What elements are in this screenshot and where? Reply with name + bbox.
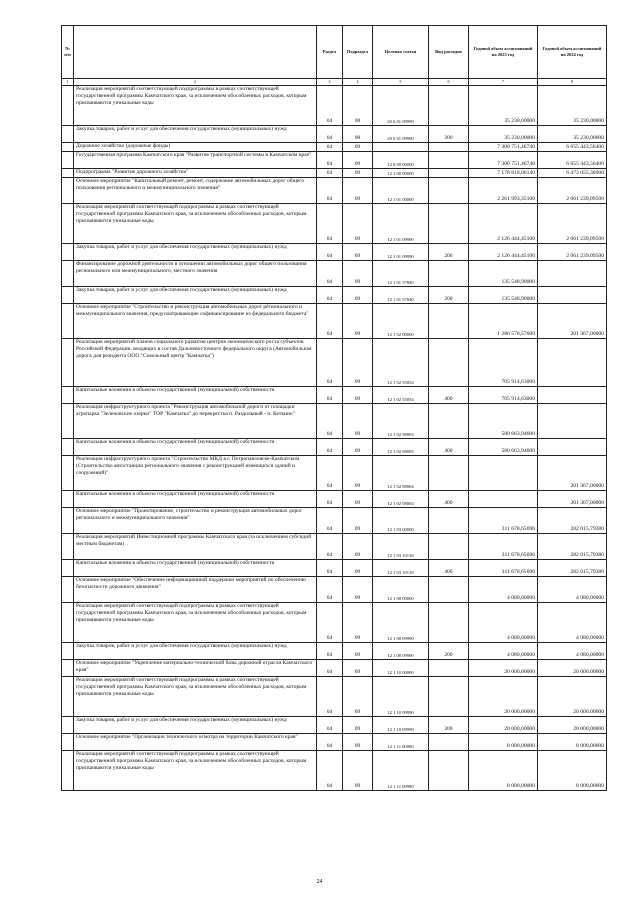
row-volume-2023-cell: 35 230,00000	[469, 86, 538, 126]
row-target-article-cell	[373, 143, 429, 152]
row-volume-2024-cell: 282 015,79380	[538, 560, 607, 577]
row-subsection-cell: 09	[343, 339, 373, 387]
row-section-cell: 04	[317, 508, 343, 534]
row-target-article-cell: 12 1 02 55054	[373, 339, 429, 387]
header-expense-type: Вид расходов	[429, 26, 469, 79]
table-row	[62, 387, 607, 404]
table-row	[62, 491, 607, 508]
row-number-cell	[62, 169, 74, 178]
row-section-cell: 04	[317, 169, 343, 178]
row-section-cell: 04	[317, 439, 343, 456]
table-row	[62, 439, 607, 456]
row-target-article-cell: 12 1 08 09990	[373, 643, 429, 660]
row-name-cell: Реализация мероприятий соответствующей подпрограммы в рамках соответствующей государственной программы Камчатского края, за исключением обособленных расходов, которым присваиваются уникальные коды	[74, 751, 317, 791]
header-target-article: Целевая статья	[373, 26, 429, 79]
table-row	[62, 126, 607, 143]
row-section-cell: 04	[317, 387, 343, 404]
table-row	[62, 734, 607, 751]
row-volume-2023-cell: 4 080,00000	[469, 603, 538, 643]
row-expense-type-cell: 400	[429, 560, 469, 577]
row-section-cell: 04	[317, 751, 343, 791]
row-name-cell: Дорожное хозяйство (дорожные фонды)	[74, 143, 317, 152]
row-number-cell	[62, 491, 74, 508]
row-number-cell	[62, 456, 74, 491]
row-volume-2024-cell: 201 367,00000	[538, 491, 607, 508]
row-expense-type-cell	[429, 339, 469, 387]
header-subsection: Подраздел	[343, 26, 373, 79]
row-number-cell	[62, 143, 74, 152]
row-volume-2023-cell: 7 300 751,46740	[469, 152, 538, 169]
row-name-cell: Основное мероприятие "Капитальный ремонт, ремонт, содержание автомобильных дорог общего пользования регионального и межмуниципального значения"	[74, 178, 317, 204]
row-expense-type-cell	[429, 204, 469, 244]
table-row	[62, 560, 607, 577]
header-volume-2023: Годовой объем ассигнований на 2023 год	[469, 26, 538, 79]
row-volume-2024-cell: 2 061 239,09500	[538, 204, 607, 244]
row-subsection-cell: 08	[343, 86, 373, 126]
row-volume-2023-cell	[469, 491, 538, 508]
row-number-cell	[62, 677, 74, 717]
row-volume-2023-cell: 7 178 818,06140	[469, 169, 538, 178]
row-name-cell: Реализация мероприятий Инвестиционной программы Камчатского края (за исключением субсидий местным бюджетам)	[74, 534, 317, 560]
row-volume-2024-cell: 282 015,79380	[538, 508, 607, 534]
row-section-cell: 04	[317, 152, 343, 169]
row-number-cell	[62, 439, 74, 456]
row-expense-type-cell	[429, 456, 469, 491]
row-volume-2024-cell	[538, 439, 607, 456]
row-volume-2023-cell: 4 080,00000	[469, 577, 538, 603]
table-row	[62, 534, 607, 560]
table-row	[62, 677, 607, 717]
row-expense-type-cell	[429, 169, 469, 178]
row-number-cell	[62, 86, 74, 126]
row-subsection-cell: 09	[343, 560, 373, 577]
row-volume-2024-cell	[538, 287, 607, 304]
row-target-article-cell: 12 1 08 09990	[373, 603, 429, 643]
row-name-cell: Основное мероприятие "Строительство и реконструкция автомобильных дорог регионального и межмуниципального значения, предусматривающие софинансирование из федерального бюджета"	[74, 304, 317, 339]
row-volume-2024-cell: 6 473 055,30900	[538, 169, 607, 178]
row-name-cell: Основное мероприятие "Обеспечение информационной поддержки мероприятий по обеспечению безопасности дорожного движения"	[74, 577, 317, 603]
row-expense-type-cell	[429, 508, 469, 534]
row-volume-2023-cell: 1 286 578,57600	[469, 304, 538, 339]
row-number-cell	[62, 404, 74, 439]
row-number-cell	[62, 152, 74, 169]
column-index: 5	[373, 79, 429, 86]
table-row	[62, 204, 607, 244]
row-volume-2024-cell: 2 061 239,09500	[538, 244, 607, 261]
row-subsection-cell: 09	[343, 439, 373, 456]
row-number-cell	[62, 751, 74, 791]
row-name-cell: Закупка товаров, работ и услуг для обеспечения государственных (муниципальных) нужд	[74, 126, 317, 143]
row-number-cell	[62, 660, 74, 677]
column-index: 2	[74, 79, 317, 86]
row-target-article-cell: 12 1 10 09990	[373, 677, 429, 717]
row-section-cell: 04	[317, 577, 343, 603]
row-section-cell: 04	[317, 734, 343, 751]
row-expense-type-cell	[429, 534, 469, 560]
row-number-cell	[62, 261, 74, 287]
row-name-cell: Закупка товаров, работ и услуг для обеспечения государственных (муниципальных) нужд	[74, 287, 317, 304]
row-volume-2023-cell: 580 663,94600	[469, 439, 538, 456]
row-section-cell: 04	[317, 287, 343, 304]
row-subsection-cell: 09	[343, 508, 373, 534]
row-name-cell: Финансирование дорожной деятельности в отношении автомобильных дорог общего пользования регионального или межмуниципального, местного значения	[74, 261, 317, 287]
row-number-cell	[62, 304, 74, 339]
row-expense-type-cell	[429, 577, 469, 603]
row-target-article-cell: 12 1 01 09990	[373, 204, 429, 244]
row-volume-2024-cell: 4 080,00000	[538, 643, 607, 660]
row-volume-2024-cell	[538, 261, 607, 287]
table-row	[62, 456, 607, 491]
row-name-cell: Реализация мероприятий соответствующей подпрограммы в рамках соответствующей государственной программы Камчатского края, за исключением обособленных расходов, которым присваиваются уникальные коды	[74, 204, 317, 244]
row-target-article-cell: 12 1 02 00000	[373, 304, 429, 339]
row-volume-2024-cell: 201 367,00000	[538, 456, 607, 491]
row-target-article-cell: 12 1 01 00000	[373, 178, 429, 204]
row-section-cell: 04	[317, 660, 343, 677]
header-volume-2024: Годовой объем ассигнований на 2024 год	[538, 26, 607, 79]
row-expense-type-cell	[429, 677, 469, 717]
row-subsection-cell: 09	[343, 577, 373, 603]
row-expense-type-cell	[429, 152, 469, 169]
row-target-article-cell: 12 1 08 00000	[373, 577, 429, 603]
row-number-cell	[62, 126, 74, 143]
row-volume-2024-cell	[538, 387, 607, 404]
row-subsection-cell: 09	[343, 178, 373, 204]
row-target-article-cell: 20 6 01 09990	[373, 126, 429, 143]
column-index: 4	[343, 79, 373, 86]
row-target-article-cell: 12 1 03 10130	[373, 560, 429, 577]
row-volume-2024-cell	[538, 339, 607, 387]
row-target-article-cell: 12 1 11 00000	[373, 734, 429, 751]
row-number-cell	[62, 643, 74, 660]
row-volume-2023-cell: 311 678,65696	[469, 508, 538, 534]
row-section-cell: 04	[317, 717, 343, 734]
table-body	[62, 86, 607, 791]
column-index: 3	[317, 79, 343, 86]
row-name-cell: Реализация мероприятий соответствующей подпрограммы в рамках соответствующей государственной программы Камчатского края, за исключением обособленных расходов, которым присваиваются уникальные коды	[74, 603, 317, 643]
row-subsection-cell: 09	[343, 261, 373, 287]
row-name-cell: Закупка товаров, работ и услуг для обеспечения государственных (муниципальных) нужд	[74, 717, 317, 734]
header-number: № п/п	[62, 26, 74, 79]
table-row	[62, 178, 607, 204]
row-name-cell: Основное мероприятие "Проектирование, строительство и реконструкция автомобильных дорог регионального и межмуниципального значения"	[74, 508, 317, 534]
row-name-cell: Реализация инфраструктурного проекта "Строительство МКД в г. Петропавловске-Камчатском (Строительство автостанции регионального значения с реконструкцией имеющихся зданий и сооружений)"	[74, 456, 317, 491]
table-row	[62, 339, 607, 387]
row-section-cell: 04	[317, 560, 343, 577]
table-row	[62, 287, 607, 304]
row-number-cell	[62, 204, 74, 244]
row-volume-2023-cell: 8 000,00000	[469, 751, 538, 791]
row-expense-type-cell: 200	[429, 287, 469, 304]
row-subsection-cell: 09	[343, 534, 373, 560]
row-expense-type-cell	[429, 143, 469, 152]
row-name-cell: Капитальные вложения в объекты государственной (муниципальной) собственности	[74, 560, 317, 577]
row-volume-2024-cell: 8 000,00000	[538, 734, 607, 751]
row-volume-2023-cell	[469, 456, 538, 491]
row-section-cell: 04	[317, 339, 343, 387]
row-volume-2023-cell: 311 678,65696	[469, 534, 538, 560]
row-volume-2023-cell: 20 000,00000	[469, 660, 538, 677]
row-subsection-cell: 09	[343, 491, 373, 508]
row-target-article-cell: 12 1 10 09990	[373, 717, 429, 734]
row-subsection-cell: 09	[343, 244, 373, 261]
row-expense-type-cell: 200	[429, 244, 469, 261]
row-volume-2024-cell: 6 655 443,56400	[538, 143, 607, 152]
row-volume-2023-cell: 2 126 444,45100	[469, 244, 538, 261]
row-expense-type-cell	[429, 178, 469, 204]
row-target-article-cell: 12 1 03 10130	[373, 534, 429, 560]
row-name-cell: Капитальные вложения в объекты государственной (муниципальной) собственности	[74, 439, 317, 456]
table-header-row	[62, 26, 607, 79]
row-volume-2024-cell: 4 080,00000	[538, 577, 607, 603]
row-target-article-cell: 12 1 02 55054	[373, 387, 429, 404]
row-volume-2023-cell: 311 678,65696	[469, 560, 538, 577]
row-target-article-cell: 20 6 01 09990	[373, 86, 429, 126]
row-volume-2024-cell: 282 015,79380	[538, 534, 607, 560]
row-name-cell: Подпрограмма "Развитие дорожного хозяйства"	[74, 169, 317, 178]
row-subsection-cell: 09	[343, 660, 373, 677]
row-volume-2023-cell: 7 300 751,46740	[469, 143, 538, 152]
page-number: 24	[316, 879, 323, 885]
table-row	[62, 660, 607, 677]
table-row	[62, 404, 607, 439]
column-index-row	[62, 79, 607, 86]
header-section: Раздел	[317, 26, 343, 79]
row-section-cell: 04	[317, 261, 343, 287]
row-name-cell: Закупка товаров, работ и услуг для обеспечения государственных (муниципальных) нужд	[74, 244, 317, 261]
row-name-cell: Капитальные вложения в объекты государственной (муниципальной) собственности	[74, 387, 317, 404]
row-number-cell	[62, 603, 74, 643]
row-expense-type-cell: 200	[429, 717, 469, 734]
row-section-cell: 04	[317, 126, 343, 143]
row-target-article-cell: 12 1 11 09990	[373, 751, 429, 791]
row-target-article-cell: 12 1 03 00000	[373, 508, 429, 534]
row-target-article-cell: 12 1 01 09990	[373, 244, 429, 261]
row-name-cell: Реализация мероприятий соответствующей подпрограммы в рамках соответствующей государственной программы Камчатского края, за исключением обособленных расходов, которым присваиваются уникальные коды	[74, 86, 317, 126]
row-volume-2024-cell: 20 000,00000	[538, 717, 607, 734]
row-subsection-cell: 09	[343, 152, 373, 169]
row-subsection-cell: 09	[343, 304, 373, 339]
row-number-cell	[62, 387, 74, 404]
row-target-article-cell: 12 1 02 98003	[373, 404, 429, 439]
row-section-cell: 04	[317, 244, 343, 261]
row-volume-2024-cell: 20 000,00000	[538, 677, 607, 717]
row-name-cell: Основное мероприятие "Укрепление материально-технической базы дорожной отрасли Камчатского края"	[74, 660, 317, 677]
row-number-cell	[62, 244, 74, 261]
row-subsection-cell: 09	[343, 387, 373, 404]
row-volume-2023-cell: 35 230,00000	[469, 126, 538, 143]
row-volume-2023-cell: 8 000,00000	[469, 734, 538, 751]
row-volume-2024-cell: 4 080,00000	[538, 603, 607, 643]
row-volume-2023-cell: 580 663,94600	[469, 404, 538, 439]
row-target-article-cell: 12 1 10 00000	[373, 660, 429, 677]
row-number-cell	[62, 734, 74, 751]
row-target-article-cell: 12 1 02 98004	[373, 491, 429, 508]
table-row	[62, 577, 607, 603]
row-volume-2023-cell: 2 261 993,35100	[469, 178, 538, 204]
row-number-cell	[62, 508, 74, 534]
row-expense-type-cell	[429, 734, 469, 751]
row-volume-2023-cell: 20 000,00000	[469, 677, 538, 717]
row-volume-2024-cell: 35 230,00000	[538, 126, 607, 143]
row-section-cell: 04	[317, 643, 343, 660]
row-target-article-cell: 12 0 00 00000	[373, 152, 429, 169]
row-target-article-cell: 12 1 00 00000	[373, 169, 429, 178]
row-name-cell: Закупка товаров, работ и услуг для обеспечения государственных (муниципальных) нужд	[74, 643, 317, 660]
row-subsection-cell: 09	[343, 717, 373, 734]
header-name	[74, 26, 317, 79]
row-volume-2024-cell: 8 000,00000	[538, 751, 607, 791]
row-section-cell: 04	[317, 178, 343, 204]
row-name-cell: Реализация инфраструктурного проекта "Реконструкция автомобильной дороги от площадки агропарка "Зеленовские озерки" ТОР "Камчатка" до перекрестка п. Раздольный - п. Кеткино"	[74, 404, 317, 439]
row-section-cell: 04	[317, 404, 343, 439]
row-subsection-cell: 09	[343, 204, 373, 244]
table-row	[62, 152, 607, 169]
row-expense-type-cell: 400	[429, 491, 469, 508]
column-index: 6	[429, 79, 469, 86]
row-volume-2024-cell	[538, 404, 607, 439]
row-number-cell	[62, 577, 74, 603]
row-volume-2024-cell: 201 367,00000	[538, 304, 607, 339]
row-number-cell	[62, 339, 74, 387]
row-number-cell	[62, 287, 74, 304]
row-expense-type-cell	[429, 603, 469, 643]
row-target-article-cell: 12 1 01 57840	[373, 287, 429, 304]
row-number-cell	[62, 534, 74, 560]
row-volume-2023-cell: 135 548,90000	[469, 261, 538, 287]
row-name-cell: Реализация мероприятий соответствующей подпрограммы в рамках соответствующей государственной программы Камчатского края, за исключением обособленных расходов, которым присваиваются уникальные коды	[74, 677, 317, 717]
row-target-article-cell: 12 1 02 98004	[373, 456, 429, 491]
row-volume-2024-cell: 6 655 443,56400	[538, 152, 607, 169]
row-subsection-cell: 09	[343, 404, 373, 439]
row-subsection-cell: 09	[343, 143, 373, 152]
row-expense-type-cell: 400	[429, 439, 469, 456]
table-row	[62, 643, 607, 660]
row-volume-2024-cell: 35 230,00000	[538, 86, 607, 126]
row-volume-2024-cell: 2 061 239,09500	[538, 178, 607, 204]
row-subsection-cell: 09	[343, 456, 373, 491]
row-expense-type-cell: 200	[429, 643, 469, 660]
row-target-article-cell: 12 1 01 57840	[373, 261, 429, 287]
column-index: 7	[469, 79, 538, 86]
row-subsection-cell: 09	[343, 643, 373, 660]
row-section-cell: 04	[317, 86, 343, 126]
column-index: 8	[538, 79, 607, 86]
row-number-cell	[62, 717, 74, 734]
row-section-cell: 04	[317, 534, 343, 560]
row-section-cell: 04	[317, 491, 343, 508]
row-subsection-cell: 09	[343, 677, 373, 717]
table-row	[62, 169, 607, 178]
row-section-cell: 04	[317, 204, 343, 244]
row-name-cell: Капитальные вложения в объекты государственной (муниципальной) собственности	[74, 491, 317, 508]
row-expense-type-cell	[429, 261, 469, 287]
table-row	[62, 143, 607, 152]
row-expense-type-cell	[429, 404, 469, 439]
row-subsection-cell: 09	[343, 287, 373, 304]
table-row	[62, 751, 607, 791]
row-subsection-cell: 09	[343, 734, 373, 751]
budget-allocation-table	[61, 25, 607, 791]
table-row	[62, 717, 607, 734]
row-section-cell: 04	[317, 456, 343, 491]
row-subsection-cell: 09	[343, 169, 373, 178]
table-row	[62, 244, 607, 261]
row-name-cell: Основное мероприятие "Организация технического осмотра на территории Камчатского края"	[74, 734, 317, 751]
row-volume-2024-cell: 20 000,00000	[538, 660, 607, 677]
row-expense-type-cell	[429, 304, 469, 339]
column-index: 1	[62, 79, 74, 86]
row-number-cell	[62, 178, 74, 204]
row-number-cell	[62, 560, 74, 577]
row-section-cell: 04	[317, 143, 343, 152]
row-expense-type-cell	[429, 86, 469, 126]
row-volume-2023-cell: 705 914,63000	[469, 339, 538, 387]
row-target-article-cell: 12 1 02 98003	[373, 439, 429, 456]
row-volume-2023-cell: 135 548,90000	[469, 287, 538, 304]
table-row	[62, 261, 607, 287]
row-subsection-cell: 09	[343, 751, 373, 791]
row-expense-type-cell: 400	[429, 387, 469, 404]
row-volume-2023-cell: 4 080,00000	[469, 643, 538, 660]
table-row	[62, 508, 607, 534]
row-subsection-cell: 08	[343, 126, 373, 143]
row-section-cell: 04	[317, 304, 343, 339]
row-section-cell: 04	[317, 603, 343, 643]
row-volume-2023-cell: 20 000,00000	[469, 717, 538, 734]
row-section-cell: 04	[317, 677, 343, 717]
table-row	[62, 304, 607, 339]
row-name-cell: Государственная программа Камчатского края "Развитие транспортной системы в Камчатском крае"	[74, 152, 317, 169]
table-row	[62, 86, 607, 126]
row-subsection-cell: 09	[343, 603, 373, 643]
row-volume-2023-cell: 2 126 444,45100	[469, 204, 538, 244]
table-row	[62, 603, 607, 643]
row-expense-type-cell: 200	[429, 126, 469, 143]
row-expense-type-cell	[429, 751, 469, 791]
row-name-cell: Реализация мероприятий планов социального развития центров экономического роста субъектов Российской Федерации, входящих в состав Дальневосточного федерального округа (Автомобильная дорога для резидента ООО "Сокольный центр "Камчатка")	[74, 339, 317, 387]
row-volume-2023-cell: 705 914,63000	[469, 387, 538, 404]
row-expense-type-cell	[429, 660, 469, 677]
